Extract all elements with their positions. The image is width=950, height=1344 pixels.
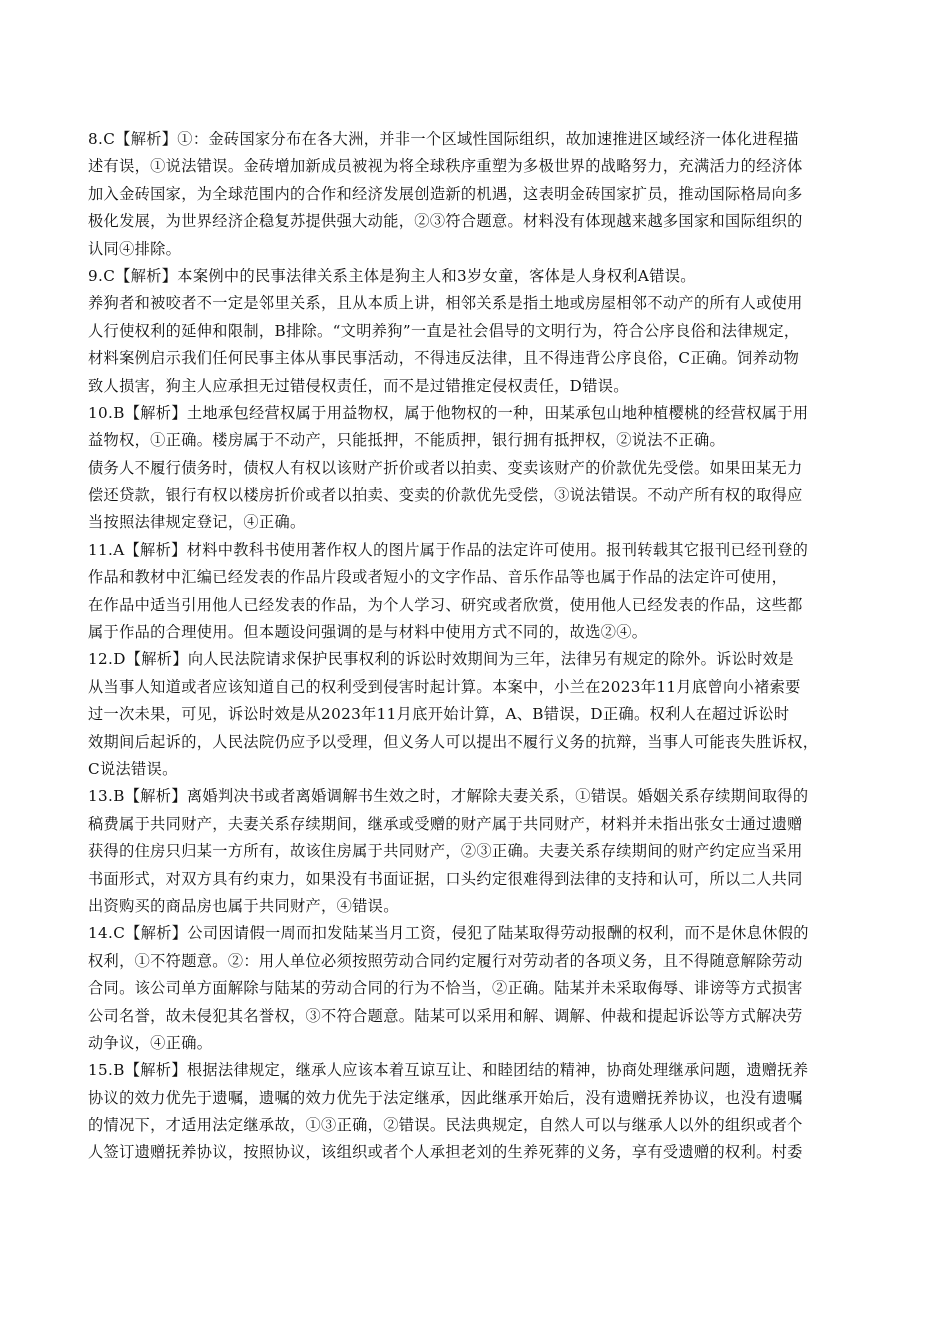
- text-line: 作品和教材中汇编已经发表的作品片段或者短小的文字作品、音乐作品等也属于作品的法定许可使用，: [88, 568, 788, 587]
- text-line: 过一次未果，可见，诉讼时效是从2023年11月底开始计算，A、B错误，D正确。权利人在超过诉讼时: [88, 705, 790, 724]
- text-line: 9.C【解析】本案例中的民事法律关系主体是狗主人和3岁女童，客体是人身权利A错误。: [88, 266, 696, 285]
- text-line: 加入金砖国家，为全球范围内的合作和经济发展创造新的机遇，这表明金砖国家扩员，推动国际格局向多: [88, 184, 803, 203]
- text-line: 合同。该公司单方面解除与陆某的劳动合同的行为不恰当，②正确。陆某并未采取侮辱、诽谤等方式损害: [88, 979, 803, 998]
- document-body: [88, 126, 880, 1194]
- text-line: 10.B【解析】土地承包经营权属于用益物权，属于他物权的一种，田某承包山地种植樱桃的经营权属于用: [88, 403, 809, 422]
- text-line: 13.B【解析】离婚判决书或者离婚调解书生效之时，才解除夫妻关系，①错误。婚姻关系存续期间取得的: [88, 787, 809, 806]
- text-line: 认同④排除。: [88, 239, 182, 258]
- text-line: 债务人不履行债务时，债权人有权以该财产折价或者以拍卖、变卖该财产的价款优先受偿。如果田某无力: [88, 458, 803, 477]
- text-line: 出资购买的商品房也属于共同财产，④错误。: [88, 896, 399, 915]
- text-line: 权利，①不符题意。②：用人单位必须按照劳动合同约定履行对劳动者的各项义务，且不得随意解除劳动: [88, 951, 803, 970]
- text-line: 偿还贷款，银行有权以楼房折价或者以拍卖、变卖的价款优先受偿，③说法错误。不动产所有权的取得应: [88, 486, 803, 505]
- text-line: 在作品中适当引用他人已经发表的作品，为个人学习、研究或者欣赏，使用他人已经发表的作品，这些都: [88, 595, 803, 614]
- text-line: 从当事人知道或者应该知道自己的权利受到侵害时起计算。本案中，小兰在2023年11月底曾向小褚索要: [88, 677, 801, 696]
- text-line: 述有误，①说法错误。金砖增加新成员被视为将全球秩序重塑为多极世界的战略努力，充满活力的经济体: [88, 157, 803, 176]
- text-line: 属于作品的合理使用。但本题设问强调的是与材料中使用方式不同的，故选②④。: [88, 623, 648, 642]
- text-line: 12.D【解析】向人民法院请求保护民事权利的诉讼时效期间为三年，法律另有规定的除外。诉讼时效是: [88, 650, 794, 669]
- text-line: 8.C【解析】①：金砖国家分布在各大洲，并非一个区域性国际组织，故加速推进区域经济一体化进程描: [88, 130, 799, 148]
- text-line: 致人损害，狗主人应承担无过错侵权责任，而不是过错推定侵权责任，D错误。: [88, 376, 629, 395]
- text-line: 效期间后起诉的，人民法院仍应予以受理，但义务人可以提出不履行义务的抗辩，当事人可能丧失胜诉权，: [88, 732, 819, 751]
- text-line: 养狗者和被咬者不一定是邻里关系，且从本质上讲，相邻关系是指土地或房屋相邻不动产的所有人或使用: [88, 294, 803, 313]
- text-line: 协议的效力优先于遗嘱，遗嘱的效力优先于法定继承，因此继承开始后，没有遗赠抚养协议，也没有遗嘱: [88, 1088, 803, 1107]
- text-line: 人签订遗赠抚养协议，按照协议，该组织或者个人承担老刘的生养死葬的义务，享有受遗赠的权利。村委: [88, 1143, 803, 1162]
- text-line: 书面形式，对双方具有约束力，如果没有书面证据，口头约定很难得到法律的支持和认可，所以二人共同: [88, 869, 803, 888]
- text-line: C说法错误。: [88, 759, 178, 778]
- text-line: 动争议，④正确。: [88, 1033, 213, 1052]
- text-line: 材料案例启示我们任何民事主体从事民事活动，不得违反法律，且不得违背公序良俗，C正确。饲养动物: [88, 349, 800, 368]
- text-line: [88, 1167, 880, 1194]
- text-line: 稿费属于共同财产，夫妻关系存续期间，继承或受赠的财产属于共同财产，材料并未指出张女士通过遗赠: [88, 814, 803, 833]
- text-line: 获得的住房只归某一方所有，故该住房属于共同财产，②③正确。夫妻关系存续期间的财产约定应当采用: [88, 842, 803, 861]
- text-line: 11.A【解析】材料中教科书使用著作权人的图片属于作品的法定许可使用。报刊转载其它报刊已经刊登的: [88, 540, 809, 559]
- text-line: 益物权，①正确。楼房属于不动产，只能抵押，不能质押，银行拥有抵押权，②说法不正确。: [88, 431, 726, 450]
- text-line: 15.B【解析】根据法律规定，继承人应该本着互谅互让、和睦团结的精神，协商处理继承问题，遗赠抚养: [88, 1061, 809, 1080]
- text-line: 极化发展，为世界经济企稳复苏提供强大动能，②③符合题意。材料没有体现越来越多国家和国际组织的: [88, 212, 803, 231]
- text-line: 14.C【解析】公司因请假一周而扣发陆某当月工资，侵犯了陆某取得劳动报酬的权利，而不是休息休假的: [88, 924, 809, 943]
- text-line: 人行使权利的延伸和限制，B排除。“文明养狗”一直是社会倡导的文明行为，符合公序良俗和法律规定，: [88, 321, 800, 340]
- text-line: 的情况下，才适用法定继承故，①③正确，②错误。民法典规定，自然人可以与继承人以外的组织或者个: [88, 1116, 803, 1135]
- text-line: 当按照法律规定登记，④正确。: [88, 513, 306, 532]
- text-line: 公司名誉，故未侵犯其名誉权，③不符合题意。陆某可以采用和解、调解、仲裁和提起诉讼等方式解决劳: [88, 1006, 803, 1025]
